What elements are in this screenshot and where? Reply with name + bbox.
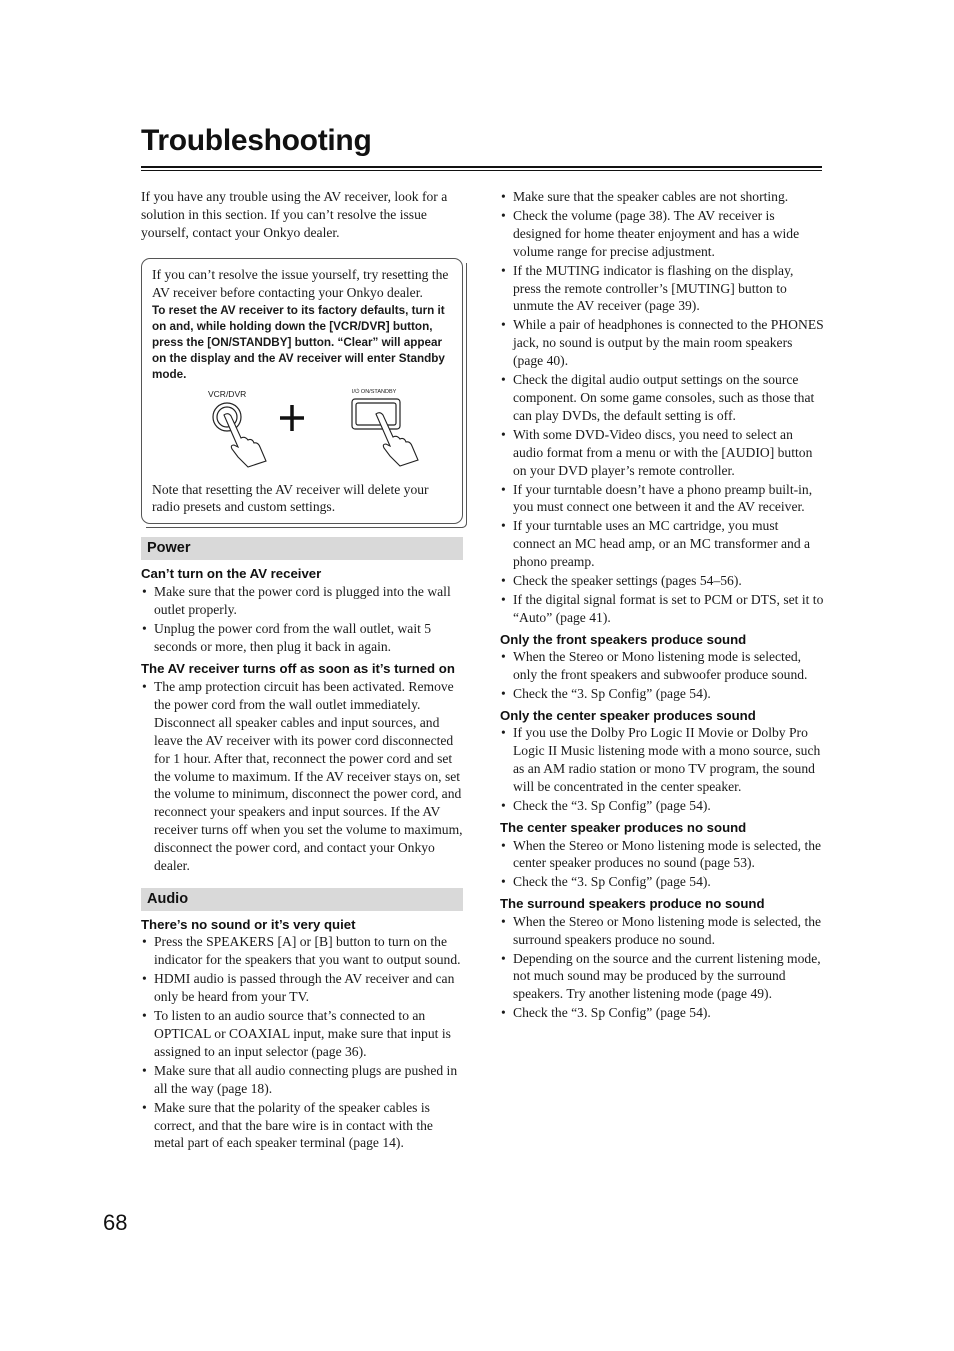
list-item: • Make sure that the power cord is plugged into the wall outlet properly. — [141, 583, 463, 619]
list-item: • If your turntable doesn’t have a phono preamp built-in, you must connect one between it and the AV receiver. — [500, 481, 824, 517]
page-number: 68 — [103, 1210, 128, 1235]
center-none-list — [500, 837, 824, 892]
section-power: Power — [141, 537, 463, 560]
power-sub1-list — [141, 583, 463, 656]
button-press-drawing — [152, 387, 452, 475]
note-reset-instructions: To reset the AV receiver to its factory defaults, turn it on and, while holding down the [VCR/DVR] button, press the [ON/STANDBY] button. “Clear” will appear on the display and the AV receiver will enter Standby mode. — [152, 303, 445, 381]
reset-note-box — [141, 258, 463, 525]
list-item: • Check the digital audio output settings on the source component. On some game consoles, such as those that can play DVDs, the default setting is off. — [500, 371, 824, 425]
list-item: • Make sure that the speaker cables are not shorting. — [500, 188, 824, 206]
list-item: • If your turntable uses an MC cartridge, you must connect an MC head amp, or an MC transformer and a phono preamp. — [500, 517, 824, 571]
list-item: • Check the “3. Sp Config” (page 54). — [500, 1004, 824, 1022]
list-item: • When the Stereo or Mono listening mode is selected, only the front speakers and subwoofer produce sound. — [500, 648, 824, 684]
list-item: • If the MUTING indicator is flashing on the display, press the remote controller’s [MUTING] button to unmute the AV receiver (page 39). — [500, 262, 824, 316]
intro-paragraph: If you have any trouble using the AV receiver, look for a solution in this section. If you can’t resolve the issue yourself, contact your Onkyo dealer. — [141, 189, 448, 240]
center-only-title: Only the center speaker produces sound — [500, 707, 756, 723]
power-sub2-title: The AV receiver turns off as soon as it’s turned on — [141, 661, 455, 677]
list-item: • Check the “3. Sp Config” (page 54). — [500, 873, 824, 891]
page-title: Troubleshooting — [141, 124, 372, 157]
finger-press-icon-2 — [376, 412, 418, 465]
surround-title: The surround speakers produce no sound — [500, 896, 765, 912]
right-column — [500, 188, 824, 1023]
list-item: • Depending on the source and the current listening mode, not much sound may be produced by the surround speakers. Try another listening mode (page 49). — [500, 950, 824, 1004]
front-speakers-title: Only the front speakers produce sound — [500, 631, 747, 647]
list-item: • Press the SPEAKERS [A] or [B] button to turn on the indicator for the speakers that you want to output sound. — [141, 933, 463, 969]
list-item: • The amp protection circuit has been activated. Remove the power cord from the wall outlet immediately. Disconnect all speaker cables and input sources, and leave the AV receiver with its power cord disconnected for 1 hour. After that, reconnect the power cord and set the volume to maximum. If the AV receiver stays on, set the volume to minimum, disconnect the power cord, and reconnect your speakers and input sources. If the AV receiver turns off when you set the volume to maximum, disconnect the power cord, and contact your Onkyo dealer. — [141, 678, 463, 875]
list-item: • If you use the Dolby Pro Logic II Movie or Dolby Pro Logic II Music listening mode with a mono source, such as an AM radio station or mono TV program, the sound will be concentrated in the center speaker. — [500, 724, 824, 796]
audio-sub1-list — [141, 933, 463, 1152]
note-text-2: Note that resetting the AV receiver will delete your radio presets and custom settings. — [152, 481, 429, 515]
audio-sub1-title: There’s no sound or it’s very quiet — [141, 916, 356, 932]
list-item: • When the Stereo or Mono listening mode is selected, the surround speakers produce no sound. — [500, 913, 824, 949]
list-item: • HDMI audio is passed through the AV receiver and can only be heard from your TV. — [141, 970, 463, 1006]
list-item: • Check the “3. Sp Config” (page 54). — [500, 797, 824, 815]
center-none-title: The center speaker produces no sound — [500, 820, 747, 835]
list-item: • While a pair of headphones is connected to the PHONES jack, no sound is output by the main room speakers (page 40). — [500, 316, 824, 370]
plus-icon — [280, 405, 304, 431]
list-item: • Check the “3. Sp Config” (page 54). — [500, 685, 824, 703]
surround-list — [500, 913, 824, 1022]
title-rule — [141, 166, 822, 171]
list-item: • Make sure that the polarity of the speaker cables is correct, and that the bare wire is in contact with the metal part of each speaker terminal (page 14). — [141, 1099, 463, 1153]
list-item: • To listen to an audio source that’s connected to an OPTICAL or COAXIAL input, make sure that input is assigned to an input selector (page 36). — [141, 1007, 463, 1061]
list-item: • Check the volume (page 38). The AV receiver is designed for home theater enjoyment and has a wide volume range for precise adjustment. — [500, 207, 824, 261]
audio-sub1-list-continued — [500, 188, 824, 627]
finger-press-icon — [224, 413, 266, 466]
list-item: • Check the speaker settings (pages 54–56). — [500, 572, 824, 590]
list-item: • When the Stereo or Mono listening mode is selected, the center speaker produces no sound (page 53). — [500, 837, 824, 873]
list-item: • With some DVD-Video discs, you need to select an audio format from a menu or with the [AUDIO] button on your DVD player’s remote controller. — [500, 426, 824, 480]
on-standby-label: I/⏻ ON/STANDBY — [352, 388, 397, 395]
list-item: • Make sure that all audio connecting plugs are pushed in all the way (page 18). — [141, 1062, 463, 1098]
vcr-dvr-label: VCR/DVR — [208, 388, 247, 399]
section-audio: Audio — [141, 888, 463, 911]
power-sub1-title: Can’t turn on the AV receiver — [141, 566, 322, 582]
reset-illustration — [152, 387, 452, 475]
list-item: • If the digital signal format is set to PCM or DTS, set it to “Auto” (page 41). — [500, 591, 824, 627]
center-only-list — [500, 724, 824, 815]
note-text-1: If you can’t resolve the issue yourself, try resetting the AV receiver before contacting your Onkyo dealer. — [152, 266, 449, 300]
power-sub2-list — [141, 678, 463, 875]
list-item: • Unplug the power cord from the wall outlet, wait 5 seconds or more, then plug it back in again. — [141, 620, 463, 656]
front-speakers-list — [500, 648, 824, 703]
left-column — [141, 188, 463, 1153]
